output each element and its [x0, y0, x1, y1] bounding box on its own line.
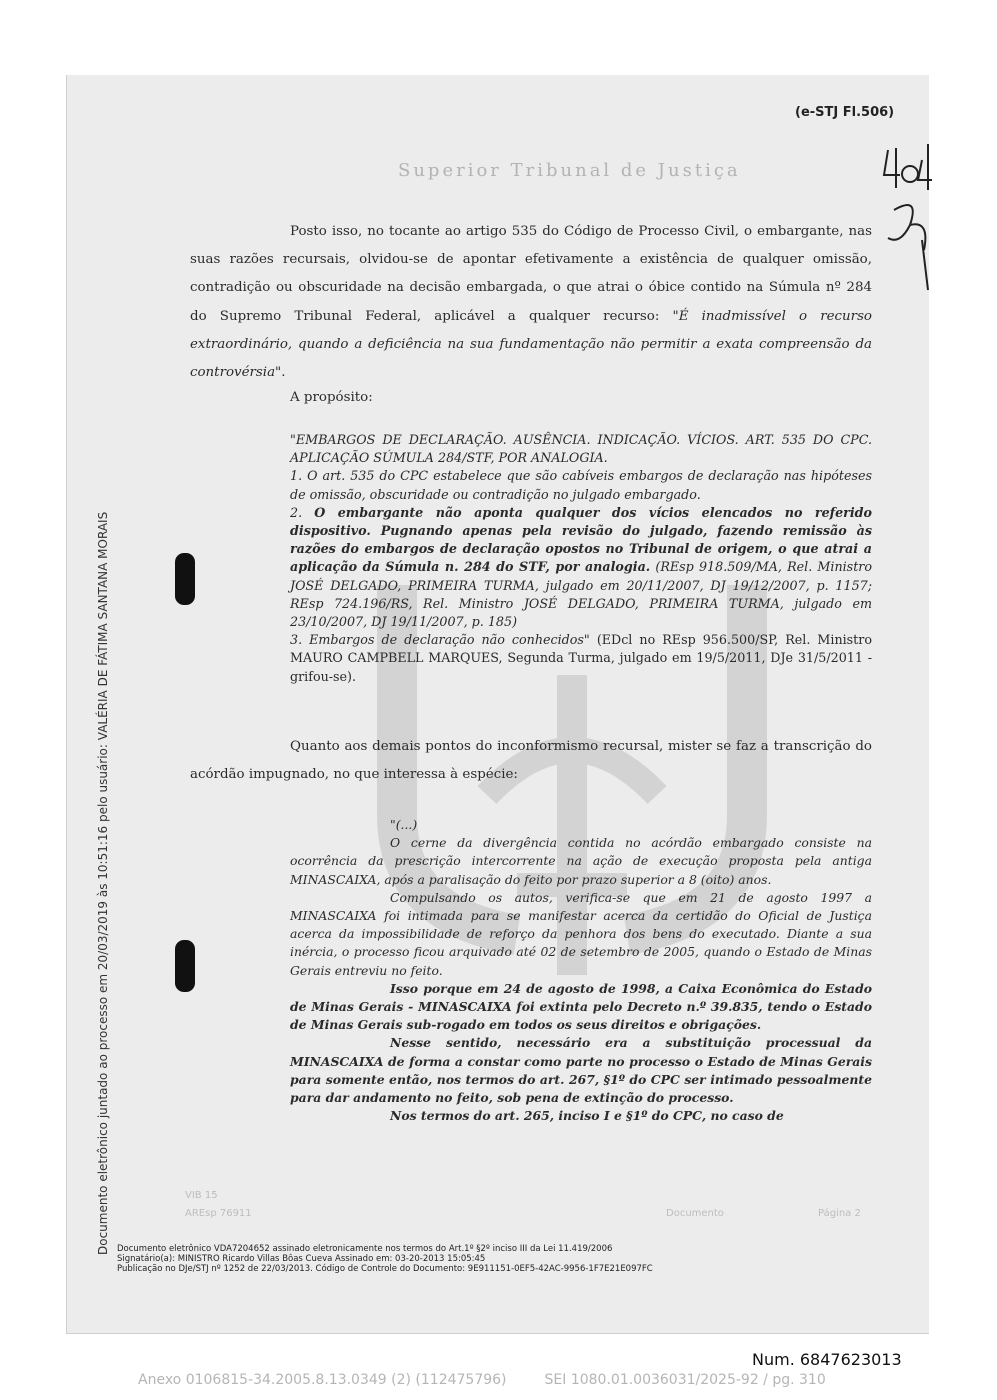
transcription-paragraph: Nos termos do art. 265, inciso I e §1º do CPC, no caso de	[390, 1108, 784, 1124]
jurisprudence-quote	[290, 431, 872, 686]
quote-item: 3. Embargos de declaração não conhecidos" (EDcl no REsp 956.500/SP, Rel. Ministro MAURO CAMPBELL MARQUES, Segunda Turma, julgado em 19/5/2011, DJe 31/5/2011 - grifou-se).	[290, 632, 872, 684]
transcription-paragraph: O cerne da divergência contida no acórdão embargado consiste na ocorrência da prescrição intercorrente na ação de execução proposta pela antiga MINASCAIXA, após a paralisação do feito por prazo superior a 8 (oito) anos.	[290, 835, 872, 887]
document-number: Num. 6847623013	[752, 1350, 902, 1369]
transcription-paragraph: Isso porque em 24 de agosto de 1998, a Caixa Econômica do Estado de Minas Gerais - MINASCAIXA foi extinta pelo Decreto n.º 39.835, tendo o Estado de Minas Gerais sub-rogado em todos os seus direitos e obrigações.	[290, 980, 872, 1033]
side-electronic-stamp: Documento eletrônico juntado ao processo em 20/03/2019 às 10:51:16 pelo usuário: VALÉRIA DE FÁTIMA SANTANA MORAIS	[96, 511, 110, 1255]
sei-reference: SEI 1080.01.0036031/2025-92 / pg. 310	[544, 1372, 826, 1388]
signature-line: Signatário(a): MINISTRO Ricardo Villas Bôas Cueva Assinado em: 03-20-2013 15:05:45	[117, 1254, 486, 1265]
paragraph-a-proposito: A propósito:	[290, 390, 373, 405]
transcription-paragraph: Compulsando os autos, verifica-se que em 21 de agosto 1997 a MINASCAIXA foi intimada para se manifestar acerca da certidão do Oficial de Justiça acerca da impossibilidade de reforço da penhora dos bens do executado. Diante a sua inércia, o processo ficou arquivado até 02 de setembro de 2005, quando o Estado de Minas Gerais entreviu no feito.	[290, 889, 872, 978]
judgment-transcription	[290, 816, 872, 1125]
signature-line: Publicação no DJe/STJ nº 1252 de 22/03/2013. Código de Controle do Documento: 9E911151-0EF5-42AC-9956-1F7E21E097FC	[117, 1264, 653, 1275]
faded-footer-code: Página 2	[818, 1208, 861, 1219]
paragraph-transcription: Quanto aos demais pontos do inconformismo recursal, mister se faz a transcrição do acórdão impugnado, no que interessa à espécie:	[190, 739, 872, 783]
punch-hole-mark	[175, 940, 195, 992]
signature-line: Documento eletrônico VDA7204652 assinado eletronicamente nos termos do Art.1º §2º inciso III da Lei 11.419/2006	[117, 1244, 613, 1254]
quote-item: 2. O embargante não aponta qualquer dos vícios elencados no referido dispositivo. Pugnando apenas pela revisão do julgado, fazendo remissão às razões do embargos de declaração opostos no Tribunal de origem, o que atrai a aplicação da Súmula n. 284 do STF, por analogia. (REsp 918.509/MA, Rel. Ministro JOSÉ DELGADO, PRIMEIRA TURMA, julgado em 20/11/2007, DJ 19/12/2007, p. 1157; REsp 724.196/RS, Rel. Ministro JOSÉ DELGADO, PRIMEIRA TURMA, julgado em 23/10/2007, DJ 19/11/2007, p. 185)	[290, 504, 873, 630]
annex-footer	[138, 1372, 826, 1388]
faded-footer-code: AREsp 76911	[185, 1208, 252, 1219]
quote-open: "(...)	[390, 817, 418, 832]
transcription-paragraph: Nesse sentido, necessário era a substituição processual da MINASCAIXA de forma a constar como parte no processo o Estado de Minas Gerais para somente então, nos termos do art. 267, §1º do CPC ser intimado pessoalmente para dar andamento no feito, sob pena de extinção do processo.	[290, 1035, 872, 1106]
quote-heading: "EMBARGOS DE DECLARAÇÃO. AUSÊNCIA. INDICAÇÃO. VÍCIOS. ART. 535 DO CPC. APLICAÇÃO SÚMULA 284/STF, POR ANALOGIA.	[290, 432, 872, 466]
annex-reference: Anexo 0106815-34.2005.8.13.0349 (2) (112475796)	[138, 1372, 507, 1388]
punch-hole-mark	[175, 553, 195, 605]
faded-footer-code: Documento	[666, 1208, 724, 1219]
quote-item: 1. O art. 535 do CPC estabelece que são cabíveis embargos de declaração nas hipóteses de omissão, obscuridade ou contradição no julgado embargado.	[290, 468, 872, 502]
paragraph-conclusion: Posto isso, no tocante ao artigo 535 do Código de Processo Civil, o embargante, nas suas razões recursais, olvidou-se de apontar efetivamente a existência de qualquer omissão, contradição ou obscuridade na decisão embargada, o que atrai o óbice contido na Súmula nº 284 do Supremo Tribunal Federal, aplicável a qualquer recurso: "É inadmissível o recurso extraordinário, quando a deficiência na sua fundamentação não permitir a exata compreensão da controvérsia".	[190, 224, 872, 381]
faded-footer-code: VIB 15	[185, 1190, 218, 1201]
page-folio-label: (e-STJ Fl.506)	[795, 105, 895, 120]
court-header: Superior Tribunal de Justiça	[398, 160, 741, 181]
electronic-signature-block	[117, 1244, 653, 1275]
handwritten-page-number	[880, 140, 935, 300]
